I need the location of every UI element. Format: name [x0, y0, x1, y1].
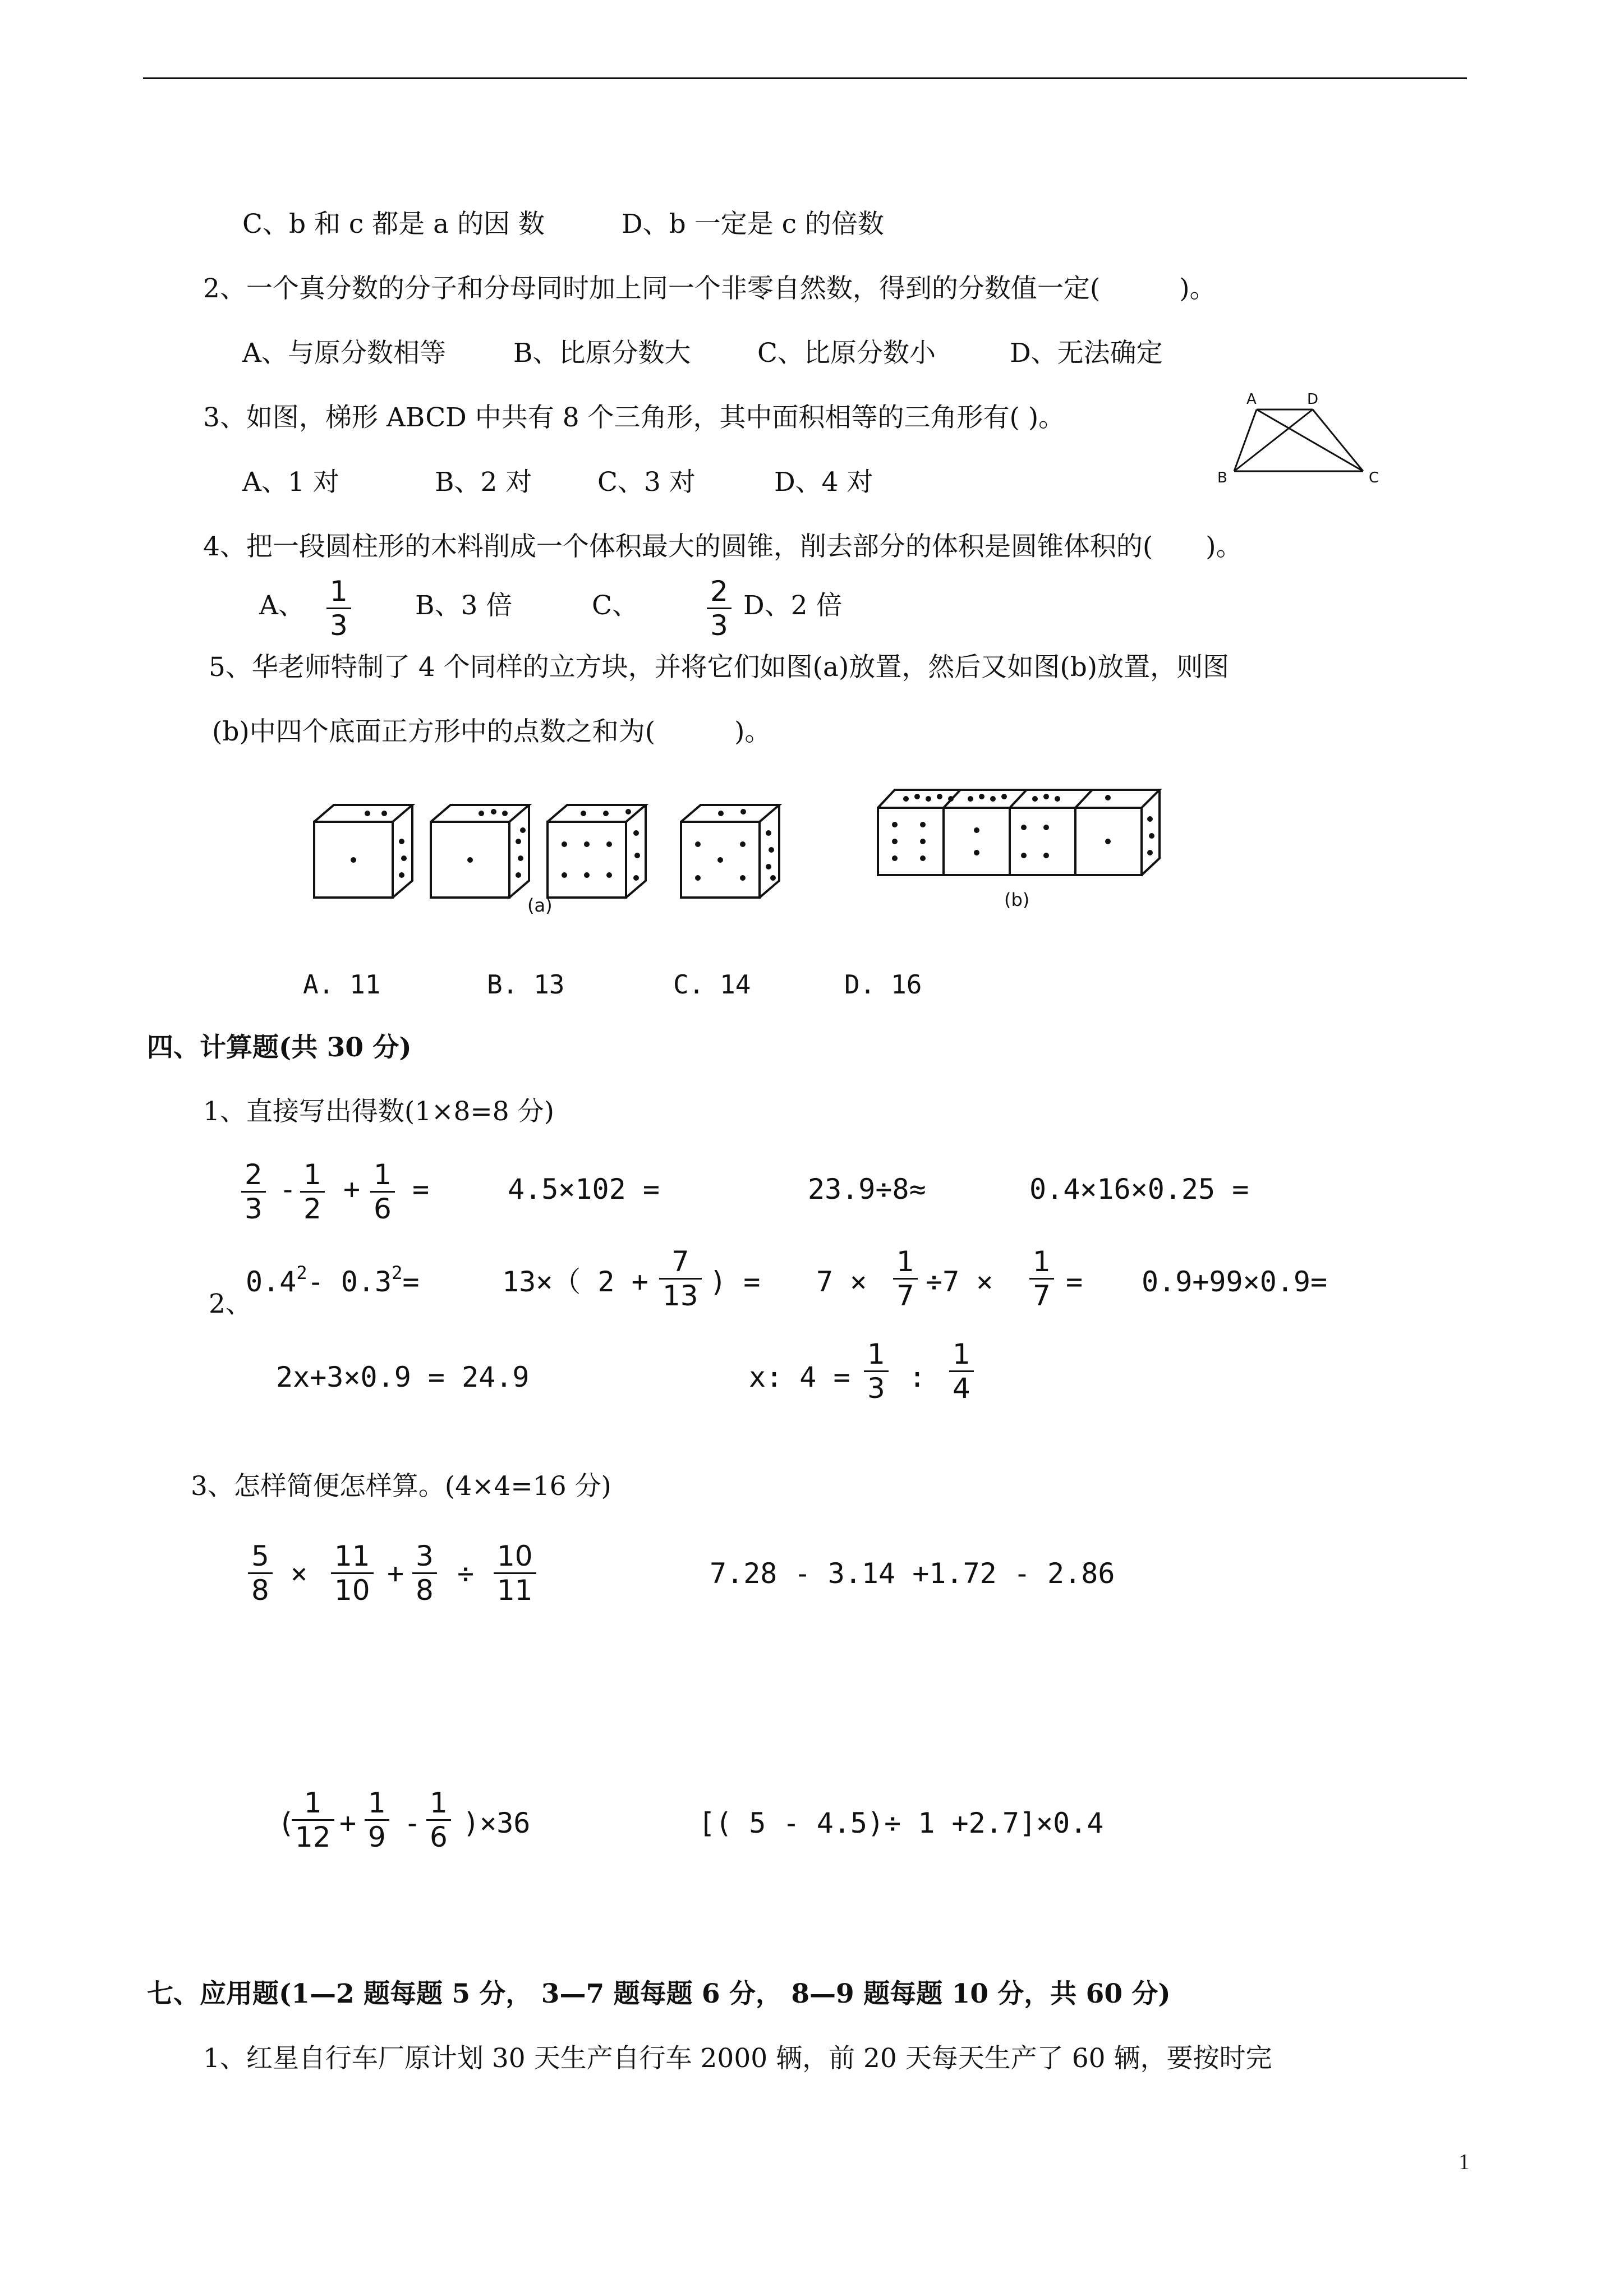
colon: : [909, 1361, 926, 1393]
equation: 2x+3×0.9 = 24.9 [276, 1361, 530, 1393]
denominator: 3 [867, 1372, 885, 1405]
operator: - [404, 1807, 421, 1839]
caption-a: (a) [527, 895, 553, 916]
section-7-question-1: 1、红星自行车厂原计划 30 天生产自行车 2000 辆，前 20 天每天生产了 60 辆，要按时完 [203, 2043, 1272, 2074]
denominator: 2 [303, 1193, 321, 1225]
question-2-option-c: C、比原分数小 [757, 338, 936, 369]
numerator: 1 [330, 575, 348, 608]
equals: = [402, 1266, 420, 1298]
numerator: 1 [430, 1787, 448, 1819]
denominator: 6 [430, 1821, 448, 1853]
question-4-option-c-fraction [707, 575, 732, 642]
fraction [365, 1787, 389, 1853]
section-4-sub1: 1、直接写出得数(1×8=8 分) [203, 1096, 554, 1127]
equation: x: 4 = [749, 1361, 850, 1393]
question-4-option-a-fraction [326, 575, 351, 642]
fraction [1029, 1245, 1054, 1312]
vertex-a-label: A [1246, 391, 1257, 408]
paren: ( [278, 1807, 295, 1839]
question-3-option-b: B、2 对 [435, 467, 532, 498]
numerator: 3 [416, 1540, 434, 1572]
operator: × [291, 1557, 308, 1590]
denominator: 3 [710, 609, 728, 642]
question-4-option-c-prefix: C、 [592, 590, 638, 621]
denominator: 10 [334, 1574, 370, 1607]
numerator: 10 [497, 1540, 533, 1572]
fraction [659, 1245, 702, 1312]
numerator: 2 [710, 575, 728, 608]
denominator: 7 [1033, 1280, 1051, 1312]
fraction [893, 1245, 918, 1312]
expression: 0.9+99×0.9= [1142, 1266, 1328, 1298]
denominator: 13 [663, 1280, 698, 1312]
fraction [241, 1158, 266, 1225]
numerator: 1 [1033, 1245, 1051, 1278]
equals: = [1066, 1266, 1083, 1298]
numerator: 1 [374, 1158, 392, 1191]
denominator: 4 [953, 1372, 970, 1405]
question-5-option-a: A. 11 [303, 969, 381, 1000]
question-5-option-d: D. 16 [844, 969, 922, 1000]
denominator: 3 [245, 1193, 263, 1225]
question-3-stem: 3、如图，梯形 ABCD 中共有 8 个三角形，其中面积相等的三角形有( )。 [203, 402, 1065, 433]
caption-b: (b) [1004, 889, 1030, 910]
vertex-d-label: D [1307, 391, 1319, 408]
question-4-option-a-prefix: A、 [259, 590, 305, 621]
expression: 13×（ 2 + [502, 1266, 648, 1298]
fraction [864, 1338, 889, 1405]
denominator: 3 [330, 609, 348, 642]
question-5-option-c: C. 14 [673, 969, 751, 1000]
term: - 0.3 [307, 1266, 392, 1298]
numerator: 5 [251, 1540, 269, 1572]
numerator: 7 [671, 1245, 689, 1278]
expression: ) = [710, 1266, 761, 1298]
question-5-stem-line1: 5、华老师特制了 4 个同样的立方块，并将它们如图(a)放置，然后又如图(b)放置，则图 [209, 652, 1230, 683]
cubes-figure-b [872, 780, 1175, 892]
page-number: 1 [1459, 2149, 1470, 2174]
expression [246, 1262, 420, 1302]
operator: ÷ [457, 1557, 475, 1590]
section-4-sub2-label: 2、 [209, 1289, 252, 1319]
trapezoid-figure [1212, 387, 1391, 499]
expression: 23.9÷8≈ [808, 1173, 926, 1205]
expression: 0.4×16×0.25 = [1029, 1173, 1249, 1205]
numerator: 11 [334, 1540, 370, 1572]
question-2-stem: 2、一个真分数的分子和分母同时加上同一个非零自然数，得到的分数值一定( )。 [203, 273, 1216, 304]
fraction [426, 1787, 451, 1853]
equals: = [412, 1173, 430, 1205]
operator: + [387, 1557, 404, 1590]
expression: )×36 [463, 1807, 531, 1839]
numerator: 2 [245, 1158, 263, 1191]
option-c-text: C、b 和 c 都是 a 的因 数 [242, 209, 545, 240]
expression: 7 × [816, 1266, 867, 1298]
exponent: 2 [392, 1262, 403, 1283]
term: 0.4 [246, 1266, 297, 1298]
expression: [( 5 - 4.5)÷ 1 +2.7]×0.4 [698, 1807, 1104, 1839]
question-4-option-d: D、2 倍 [743, 590, 843, 621]
section-7-heading: 七、应用题(1—2 题每题 5 分， 3—7 题每题 6 分， 8—9 题每题 10 分，共 60 分) [147, 1978, 1171, 2009]
numerator: 1 [303, 1158, 321, 1191]
question-2-option-a: A、与原分数相等 [242, 338, 446, 369]
question-5-option-b: B. 13 [487, 969, 565, 1000]
expression: ÷7 × [926, 1266, 993, 1298]
question-2-option-b: B、比原分数大 [513, 338, 691, 369]
fraction [248, 1540, 273, 1607]
question-4-option-b: B、3 倍 [415, 590, 513, 621]
denominator: 8 [251, 1574, 269, 1607]
denominator: 6 [374, 1193, 392, 1225]
question-3-option-a: A、1 对 [242, 467, 339, 498]
operator: - [279, 1173, 297, 1205]
operator: + [339, 1807, 357, 1839]
question-5-stem-line2: (b)中四个底面正方形中的点数之和为( )。 [212, 716, 771, 747]
numerator: 1 [896, 1245, 914, 1278]
denominator: 7 [896, 1280, 914, 1312]
numerator: 1 [953, 1338, 970, 1370]
question-2-option-d: D、无法确定 [1010, 338, 1163, 369]
denominator: 8 [416, 1574, 434, 1607]
numerator: 1 [303, 1787, 322, 1819]
question-3-option-d: D、4 对 [774, 467, 873, 498]
fraction [331, 1540, 374, 1607]
fraction [412, 1540, 437, 1607]
fraction [370, 1158, 395, 1225]
denominator: 11 [497, 1574, 533, 1607]
expression: 4.5×102 = [508, 1173, 660, 1205]
fraction [494, 1540, 536, 1607]
section-4-sub3: 3、怎样简便怎样算。(4×4=16 分) [191, 1471, 611, 1502]
question-4-stem: 4、把一段圆柱形的木料削成一个体积最大的圆锥，削去部分的体积是圆锥体积的( )。 [203, 531, 1243, 562]
numerator: 1 [867, 1338, 885, 1370]
expression: 7.28 - 3.14 +1.72 - 2.86 [710, 1557, 1115, 1590]
question-3-option-c: C、3 对 [597, 467, 696, 498]
vertex-b-label: B [1217, 470, 1227, 486]
header-rule [143, 77, 1467, 79]
fraction [949, 1338, 974, 1405]
section-4-heading: 四、计算题(共 30 分) [147, 1032, 412, 1063]
fraction [292, 1787, 334, 1853]
operator: + [343, 1173, 361, 1205]
denominator: 12 [295, 1821, 331, 1853]
denominator: 9 [368, 1821, 386, 1853]
numerator: 1 [368, 1787, 386, 1819]
exponent: 2 [296, 1262, 307, 1283]
fraction [300, 1158, 325, 1225]
vertex-c-label: C [1369, 470, 1379, 486]
option-d-text: D、b 一定是 c 的倍数 [622, 209, 884, 240]
